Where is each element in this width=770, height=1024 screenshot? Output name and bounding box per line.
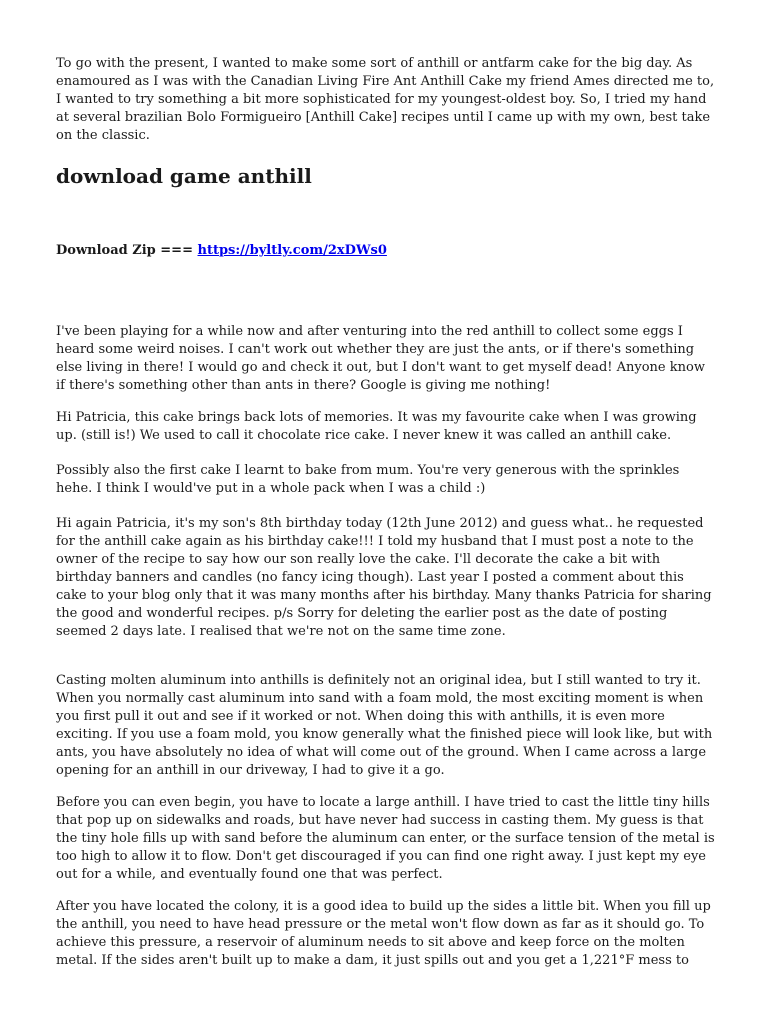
download-link[interactable]: https://byltly.com/2xDWs0 bbox=[197, 243, 387, 258]
body-paragraph: I've been playing for a while now and after venturing into the red anthill to collect some eggs I heard some weird noises. I can't work out whether they are just the ants, or if there's something else living in there! I would go and check it out, but I don't want to get myself dead! Anyone know if there's something other than ants in there? Google is giving me nothing! bbox=[56, 324, 705, 393]
download-line bbox=[56, 242, 718, 260]
intro-paragraph: To go with the present, I wanted to make some sort of anthill or antfarm cake for the big day. As enamoured as I was with the Canadian Living Fire Ant Anthill Cake my friend Ames directed me to, I wanted to try something a bit more sophisticated for my youngest-oldest boy. So, I tried my hand at several brazilian Bolo Formigueiro [Anthill Cake] recipes until I came up with my own, best take on the classic. bbox=[56, 56, 715, 143]
body-paragraph: Casting molten aluminum into anthills is definitely not an original idea, but I still wanted to try it. When you normally cast aluminum into sand with a foam mold, the most exciting moment is when you first pull it out and see if it worked or not. When doing this with anthills, it is even more exciting. If you use a foam mold, you know generally what the finished piece will look like, but with ants, you have absolutely no idea of what will come out of the ground. When I came across a large opening for an anthill in our driveway, I had to give it a go. bbox=[56, 673, 713, 778]
body-paragraph: Before you can even begin, you have to locate a large anthill. I have tried to cast the little tiny hills that pop up on sidewalks and roads, but have never had success in casting them. My guess is that the tiny hole fills up with sand before the aluminum can enter, or the surface tension of the metal is too high to allow it to flow. Don't get discouraged if you can find one right away. I just kept my eye out for a while, and eventually found one that was perfect. bbox=[56, 795, 715, 882]
body-paragraph: After you have located the colony, it is a good idea to build up the sides a little bit. When you fill up the anthill, you need to have head pressure or the metal won't flow down as far as it should go. To achieve this pressure, a reservoir of aluminum needs to sit above and keep force on the molten metal. If the sides aren't built up to make a dam, it just spills out and you get a 1,221°F mess to bbox=[56, 899, 711, 968]
body-paragraph: Hi again Patricia, it's my son's 8th birthday today (12th June 2012) and guess what.. he requested for the anthill cake again as his birthday cake!!! I told my husband that I must post a note to the owner of the recipe to say how our son really love the cake. I'll decorate the cake a bit with birthday banners and candles (no fancy icing though). Last year I posted a comment about this cake to your blog only that it was many months after his birthday. Many thanks Patricia for sharing the good and wonderful recipes. p/s Sorry for deleting the earlier post as the date of posting seemed 2 days late. I realised that we're not on the same time zone. bbox=[56, 516, 712, 639]
body-paragraph: Hi Patricia, this cake brings back lots of memories. It was my favourite cake when I was growing up. (still is!) We used to call it chocolate rice cake. I never knew it was called an anthill cake. bbox=[56, 410, 697, 443]
download-label: Download Zip === bbox=[56, 243, 193, 258]
document-page bbox=[56, 55, 718, 970]
body-paragraph: Possibly also the first cake I learnt to bake from mum. You're very generous with the sprinkles hehe. I think I would've put in a whole pack when I was a child :) bbox=[56, 463, 680, 496]
page-heading: download game anthill bbox=[56, 164, 312, 188]
